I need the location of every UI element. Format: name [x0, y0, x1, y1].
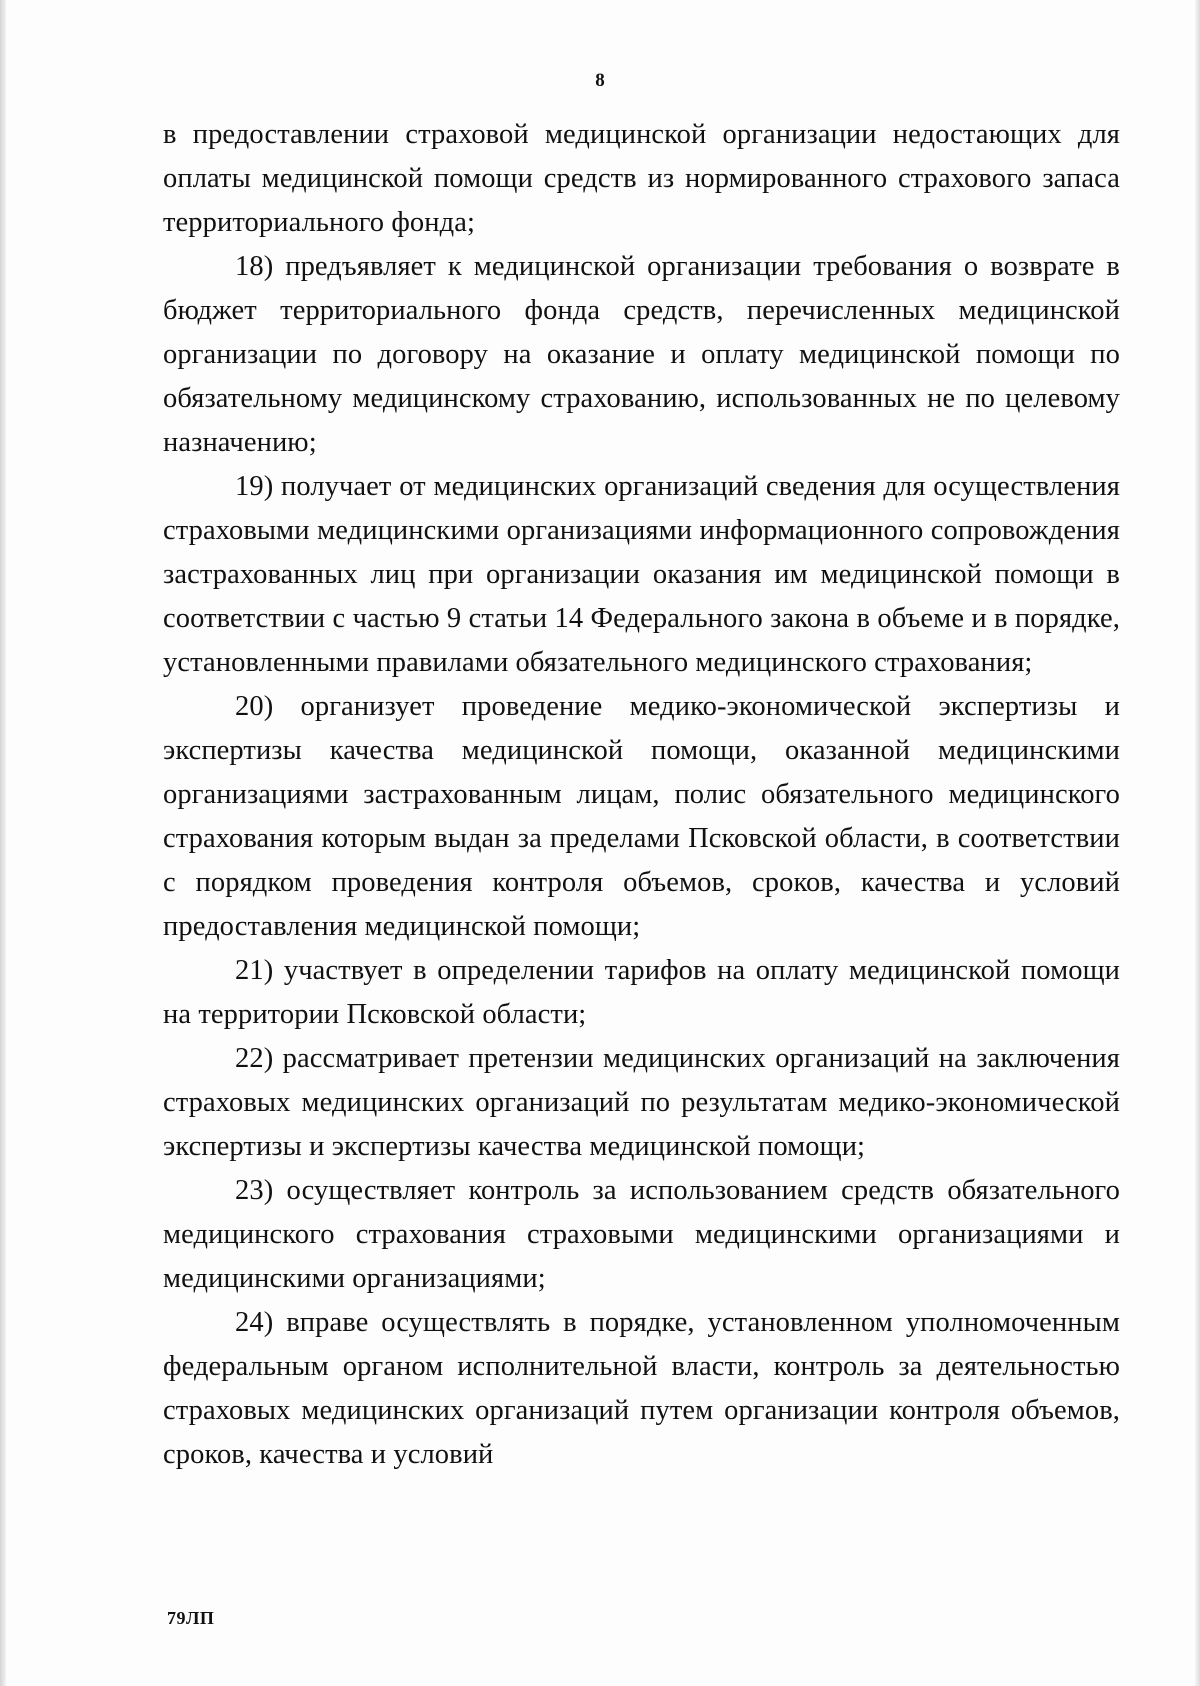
paragraph-item-21: 21) участвует в определении тарифов на оплату медицинской помощи на территории Псковской области;: [163, 955, 1120, 1030]
document-code: 79ЛП: [167, 1608, 215, 1628]
scan-right-edge: [1195, 0, 1200, 1686]
paragraph-item-22: 22) рассматривает претензии медицинских организаций на заключения страховых медицинских организаций по результатам медико-экономической экспертизы и экспертизы качества медицинской помощи;: [163, 1043, 1120, 1162]
paragraph-item-24: 24) вправе осуществлять в порядке, установленном уполномоченным федеральным органом исполнительной власти, контроль за деятельностью страховых медицинских организаций путем организации контроля объемов, сроков, качества и условий: [163, 1307, 1120, 1470]
paragraph-item-19: 19) получает от медицинских организаций сведения для осуществления страховыми медицинскими организациями информационного сопровождения застрахованных лиц при организации оказания им медицинской помощи в соответствии с частью 9 статьи 14 Федерального закона в объеме и в порядке, установленными правилами обязательного медицинского страхования;: [163, 471, 1120, 678]
paragraph-item-18: 18) предъявляет к медицинской организации требования о возврате в бюджет территориального фонда средств, перечисленных медицинской организации по договору на оказание и оплату медицинской помощи по обязательному медицинскому страхованию, использованных не по целевому назначению;: [163, 251, 1120, 458]
paragraph-item-20: 20) организует проведение медико-экономической экспертизы и экспертизы качества медицинской помощи, оказанной медицинскими организациями застрахованным лицам, полис обязательного медицинского страхования которым выдан за пределами Псковской области, в соответствии с порядком проведения контроля объемов, сроков, качества и условий предоставления медицинской помощи;: [163, 691, 1120, 942]
page-number: 8: [595, 70, 605, 91]
paragraph-continuation: в предоставлении страховой медицинской организации недостающих для оплаты медицинской помощи средств из нормированного страхового запаса территориального фонда;: [163, 119, 1120, 238]
document-body: [163, 113, 1120, 1477]
scan-left-edge: [0, 0, 6, 1686]
paragraph-item-23: 23) осуществляет контроль за использованием средств обязательного медицинского страхования страховыми медицинскими организациями и медицинскими организациями;: [163, 1175, 1120, 1294]
